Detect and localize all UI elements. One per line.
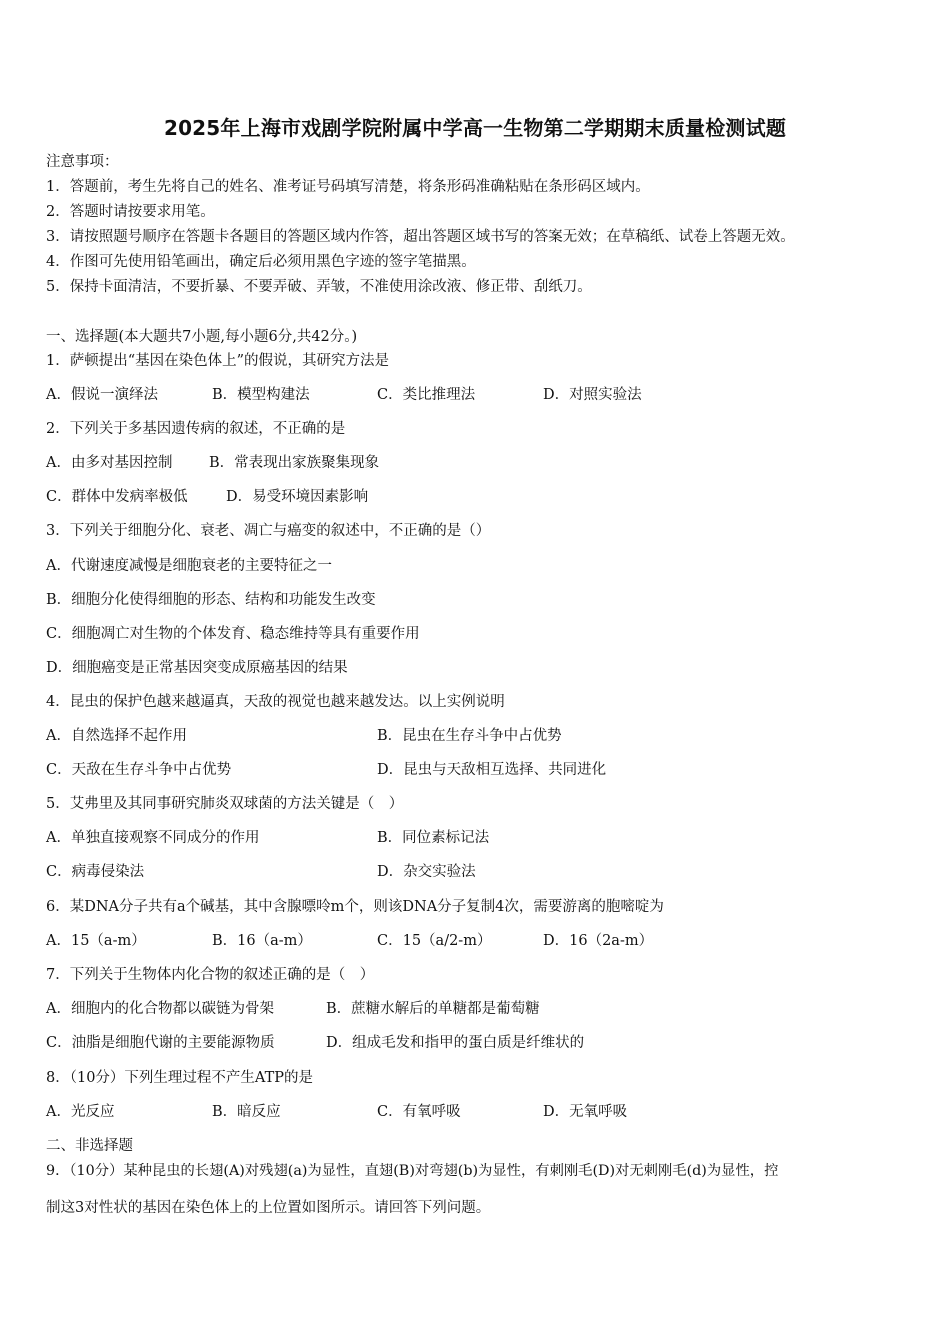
- question-stem: 9．（10分）某种昆虫的长翅(A)对残翅(a)为显性，直翅(B)对弯翅(b)为显性，有刺刚毛(D)对无刺刚毛(d)为显性，控: [46, 1163, 779, 1179]
- option-d: D．无氧呼吸: [543, 1104, 628, 1120]
- option-a: A．代谢速度减慢是细胞衰老的主要特征之一: [46, 558, 332, 574]
- option-d: D．组成毛发和指甲的蛋白质是纤维状的: [326, 1035, 585, 1051]
- option-c: C．15（a/2-m）: [377, 933, 492, 949]
- question-stem-continued: 制这3对性状的基因在染色体上的上位置如图所示。请回答下列问题。: [46, 1200, 491, 1216]
- notice-item: 2．答题时请按要求用笔。: [46, 204, 215, 220]
- section-heading-choice: 一、选择题(本大题共7小题,每小题6分,共42分。): [46, 329, 358, 345]
- option-d: D．对照实验法: [543, 387, 642, 403]
- notice-item: 4．作图可先使用铅笔画出，确定后必须用黑色字迹的签字笔描黑。: [46, 254, 476, 270]
- option-b: B．同位素标记法: [377, 830, 490, 846]
- option-d: D．细胞癌变是正常基因突变成原癌基因的结果: [46, 660, 348, 676]
- option-a: A．假说一演绎法: [46, 387, 158, 403]
- option-b: B．模型构建法: [212, 387, 310, 403]
- option-c: C．有氧呼吸: [377, 1104, 461, 1120]
- option-a: A．光反应: [46, 1104, 115, 1120]
- option-c: C．天敌在生存斗争中占优势: [46, 762, 232, 778]
- question-stem: 1．萨顿提出“基因在染色体上”的假说，其研究方法是: [46, 353, 390, 369]
- question-stem: 6．某DNA分子共有a个碱基，其中含腺嘌呤m个，则该DNA分子复制4次，需要游离的胞嘧啶为: [46, 899, 664, 915]
- option-c: C．病毒侵染法: [46, 864, 145, 880]
- option-d: D．昆虫与天敌相互选择、共同进化: [377, 762, 607, 778]
- question-stem: 3．下列关于细胞分化、衰老、凋亡与癌变的叙述中，不正确的是（）: [46, 523, 491, 539]
- option-a: A．由多对基因控制: [46, 455, 173, 471]
- option-b: B．蔗糖水解后的单糖都是葡萄糖: [326, 1001, 540, 1017]
- option-c: C．类比推理法: [377, 387, 476, 403]
- option-a: A．自然选择不起作用: [46, 728, 187, 744]
- section-heading-nonchoice: 二、非选择题: [46, 1138, 133, 1154]
- option-a: A．15（a-m）: [46, 933, 146, 949]
- option-b: B．常表现出家族聚集现象: [209, 455, 380, 471]
- question-stem: 8．（10分）下列生理过程不产生ATP的是: [46, 1070, 314, 1086]
- option-a: A．细胞内的化合物都以碳链为骨架: [46, 1001, 274, 1017]
- question-stem: 7．下列关于生物体内化合物的叙述正确的是（ ）: [46, 967, 375, 983]
- question-stem: 4．昆虫的保护色越来越逼真，天敌的视觉也越来越发达。以上实例说明: [46, 694, 505, 710]
- option-b: B．暗反应: [212, 1104, 281, 1120]
- option-b: B．细胞分化使得细胞的形态、结构和功能发生改变: [46, 592, 376, 608]
- option-b: B．16（a-m）: [212, 933, 312, 949]
- page-title: 2025年上海市戏剧学院附属中学高一生物第二学期期末质量检测试题: [163, 116, 787, 140]
- notice-item: 3．请按照题号顺序在答题卡各题目的答题区域内作答，超出答题区域书写的答案无效；在草稿纸、试卷上答题无效。: [46, 229, 795, 245]
- question-stem: 5．艾弗里及其同事研究肺炎双球菌的方法关键是（ ）: [46, 796, 404, 812]
- notice-item: 5．保持卡面清洁，不要折暴、不要弄破、弄皱，不准使用涂改液、修正带、刮纸刀。: [46, 279, 592, 295]
- option-d: D．易受环境因素影响: [226, 489, 369, 505]
- option-d: D．杂交实验法: [377, 864, 476, 880]
- question-stem: 2．下列关于多基因遗传病的叙述，不正确的是: [46, 421, 346, 437]
- option-c: C．油脂是细胞代谢的主要能源物质: [46, 1035, 275, 1051]
- option-c: C．细胞凋亡对生物的个体发育、稳态维持等具有重要作用: [46, 626, 420, 642]
- option-c: C．群体中发病率极低: [46, 489, 188, 505]
- option-b: B．昆虫在生存斗争中占优势: [377, 728, 562, 744]
- notice-item: 1．答题前，考生先将自己的姓名、准考证号码填写清楚，将条形码准确粘贴在条形码区域内。: [46, 179, 650, 195]
- option-d: D．16（2a-m）: [543, 933, 654, 949]
- option-a: A．单独直接观察不同成分的作用: [46, 830, 260, 846]
- notice-heading: 注意事项：: [46, 154, 119, 170]
